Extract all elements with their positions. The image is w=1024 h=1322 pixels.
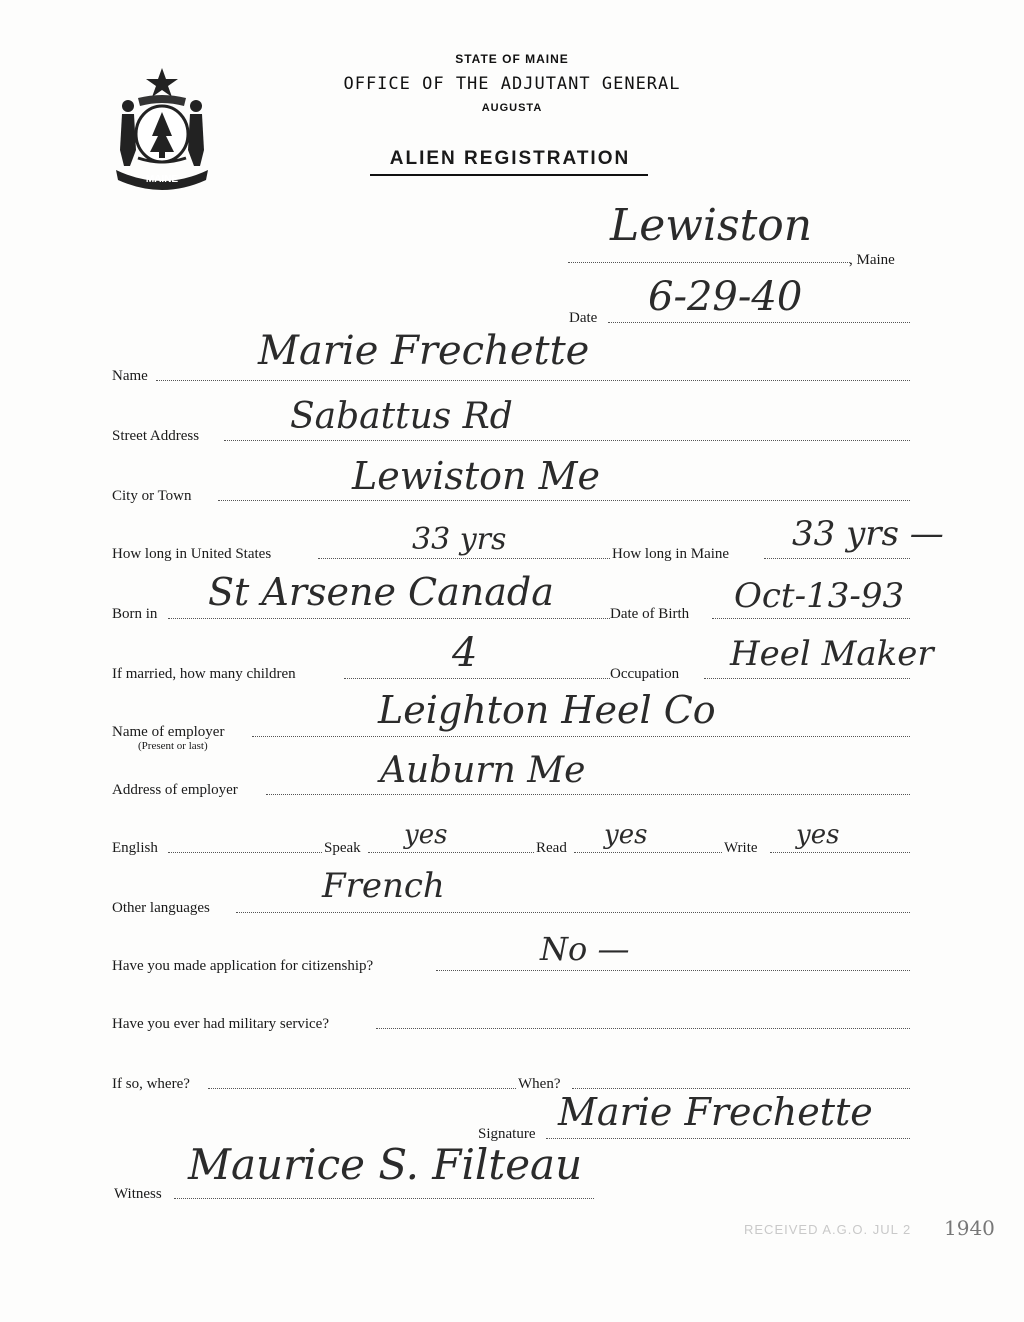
town-line (568, 262, 850, 263)
long-us-value[interactable]: 33 yrs (412, 522, 507, 557)
street-label: Street Address (112, 428, 200, 444)
employer-value[interactable]: Leighton Heel Co (378, 688, 716, 732)
citizenship-line (436, 970, 910, 971)
employer-line (252, 736, 910, 737)
street-line (224, 440, 910, 441)
date-line (608, 322, 910, 323)
english-line (168, 852, 322, 853)
occupation-label: Occupation (610, 666, 680, 682)
other-lang-label: Other languages (112, 900, 210, 916)
children-label: If married, how many children (112, 666, 296, 682)
citizenship-value[interactable]: No — (540, 930, 630, 968)
occupation-value[interactable]: Heel Maker (730, 634, 934, 674)
where-line (208, 1088, 516, 1089)
read-line (574, 852, 722, 853)
name-label: Name (112, 368, 148, 384)
name-value[interactable]: Marie Frechette (258, 328, 590, 374)
read-value[interactable]: yes (604, 820, 648, 850)
state-heading: STATE OF MAINE (455, 52, 569, 66)
when-line (572, 1088, 910, 1089)
speak-value[interactable]: yes (404, 820, 448, 850)
born-in-label: Born in (112, 606, 158, 622)
city-label: City or Town (112, 488, 192, 504)
employer-sublabel: (Present or last) (138, 740, 208, 752)
employer-address-line (266, 794, 910, 795)
occupation-line (704, 678, 910, 679)
name-line (156, 380, 910, 381)
long-us-line (318, 558, 610, 559)
born-in-value[interactable]: St Arsene Canada (208, 570, 554, 614)
read-label: Read (536, 840, 567, 856)
town-value[interactable]: Lewiston (610, 200, 813, 251)
date-label: Date (569, 310, 598, 326)
long-maine-line (764, 558, 910, 559)
where-label: If so, where? (112, 1076, 190, 1092)
signature-value[interactable]: Marie Frechette (558, 1090, 873, 1134)
form-title: ALIEN REGISTRATION (389, 148, 631, 169)
received-stamp-year: 1940 (944, 1216, 995, 1240)
witness-value[interactable]: Maurice S. Filteau (188, 1140, 583, 1189)
write-line (770, 852, 910, 853)
street-value[interactable]: Sabattus Rd (290, 396, 513, 437)
military-label: Have you ever had military service? (112, 1016, 329, 1032)
children-line (344, 678, 610, 679)
write-value[interactable]: yes (796, 820, 840, 850)
long-maine-label: How long in Maine (612, 546, 730, 562)
signature-label: Signature (478, 1126, 536, 1142)
speak-label: Speak (324, 840, 361, 856)
received-stamp: RECEIVED A.G.O. JUL 2 (744, 1222, 912, 1237)
other-lang-line (236, 912, 910, 913)
seal-banner-text: MAINE (145, 174, 179, 185)
when-label: When? (518, 1076, 561, 1092)
date-value[interactable]: 6-29-40 (648, 274, 803, 320)
title-underline (370, 174, 648, 176)
english-label: English (112, 840, 158, 856)
long-us-label: How long in United States (112, 546, 272, 562)
military-line (376, 1028, 910, 1029)
employer-address-label: Address of employer (112, 782, 238, 798)
form-title-wrap (370, 148, 650, 170)
employer-address-value[interactable]: Auburn Me (380, 750, 586, 791)
born-in-line (168, 618, 610, 619)
signature-line (546, 1138, 910, 1139)
dob-value[interactable]: Oct-13-93 (734, 576, 905, 616)
children-value[interactable]: 4 (452, 630, 478, 676)
dob-label: Date of Birth (610, 606, 690, 622)
maine-label: , Maine (849, 252, 895, 268)
employer-label: Name of employer (112, 724, 225, 740)
other-lang-value[interactable]: French (322, 866, 445, 906)
speak-line (368, 852, 534, 853)
witness-line (174, 1198, 594, 1199)
dob-line (712, 618, 910, 619)
city-value[interactable]: Lewiston Me (352, 454, 601, 498)
write-label: Write (724, 840, 758, 856)
office-heading: OFFICE OF THE ADJUTANT GENERAL (343, 74, 681, 94)
city-heading: AUGUSTA (481, 102, 543, 114)
witness-label: Witness (114, 1186, 162, 1202)
long-maine-value[interactable]: 33 yrs — (792, 514, 944, 554)
city-line (218, 500, 910, 501)
citizenship-label: Have you made application for citizenship? (112, 958, 374, 974)
